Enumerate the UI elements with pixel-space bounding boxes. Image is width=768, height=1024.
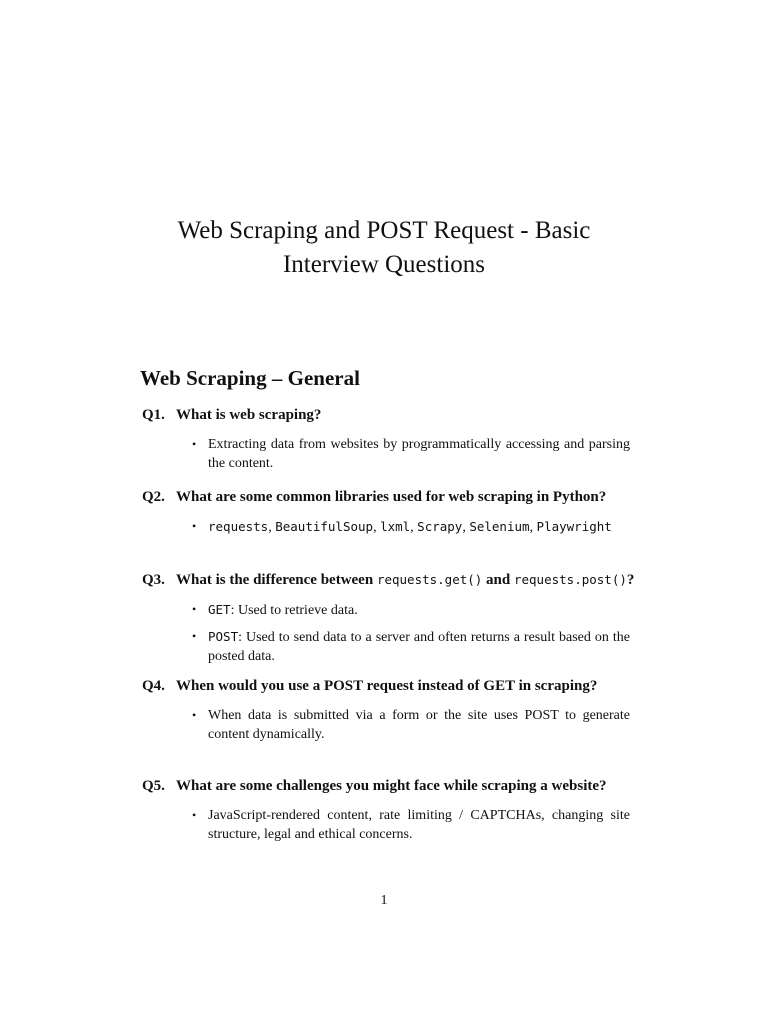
question-q2 bbox=[140, 488, 630, 507]
answer-list bbox=[140, 706, 630, 744]
answer-list bbox=[140, 600, 630, 666]
bullet-icon: • bbox=[192, 437, 197, 451]
list-separator: , bbox=[410, 520, 418, 535]
answer-item bbox=[192, 435, 630, 473]
code-get: GET bbox=[208, 602, 231, 617]
question-q5 bbox=[140, 777, 630, 796]
answer-list bbox=[140, 806, 630, 844]
question-text: What are some challenges you might face while scraping a website? bbox=[176, 778, 607, 794]
question-number: Q3. bbox=[142, 572, 165, 588]
code-post: POST bbox=[208, 629, 239, 644]
question-text-part: What is the difference between bbox=[176, 572, 377, 588]
bullet-icon: • bbox=[192, 602, 197, 616]
question-number: Q1. bbox=[142, 407, 165, 423]
list-separator: , bbox=[373, 520, 381, 535]
answer-text: : Used to send data to a server and often returns a result based on the posted data. bbox=[208, 630, 630, 664]
bullet-icon: • bbox=[192, 708, 197, 722]
bullet-icon: • bbox=[192, 519, 197, 533]
list-separator: , bbox=[268, 520, 276, 535]
question-block-q1 bbox=[140, 406, 630, 480]
answer-item bbox=[192, 517, 630, 537]
question-q1 bbox=[140, 406, 630, 425]
bullet-icon: • bbox=[192, 629, 197, 643]
library-playwright: Playwright bbox=[536, 519, 612, 534]
answer-text: Extracting data from websites by programmatically accessing and parsing the content. bbox=[208, 437, 630, 471]
answer-item bbox=[192, 806, 630, 844]
code-requests-post: requests.post() bbox=[513, 572, 627, 587]
list-separator: , bbox=[529, 520, 537, 535]
answer-item bbox=[192, 627, 630, 666]
question-number: Q5. bbox=[142, 778, 165, 794]
question-block-q5 bbox=[140, 777, 630, 851]
answer-text: JavaScript-rendered content, rate limiting / CAPTCHAs, changing site structure, legal and ethical concerns. bbox=[208, 808, 630, 842]
page-number: 1 bbox=[380, 893, 388, 908]
question-text-part: ? bbox=[626, 572, 635, 588]
question-number: Q2. bbox=[142, 489, 165, 505]
library-requests: requests bbox=[208, 519, 269, 534]
question-text: What is web scraping? bbox=[176, 407, 322, 423]
document-title bbox=[0, 214, 768, 282]
title-line-1: Web Scraping and POST Request - Basic bbox=[177, 217, 591, 244]
library-lxml: lxml bbox=[380, 519, 411, 534]
answer-item bbox=[192, 706, 630, 744]
code-requests-get: requests.get() bbox=[376, 572, 483, 587]
question-number: Q4. bbox=[142, 678, 165, 694]
list-separator: , bbox=[462, 520, 470, 535]
library-selenium: Selenium bbox=[469, 519, 530, 534]
answer-list bbox=[140, 435, 630, 473]
section-heading: Web Scraping – General bbox=[140, 366, 360, 390]
title-line-2: Interview Questions bbox=[282, 251, 486, 278]
question-text-part: and bbox=[482, 572, 514, 588]
library-beautifulsoup: BeautifulSoup bbox=[275, 519, 374, 534]
answer-text: : Used to retrieve data. bbox=[230, 603, 358, 618]
answer-text: When data is submitted via a form or the site uses POST to generate content dynamically. bbox=[208, 708, 630, 742]
question-q4 bbox=[140, 677, 630, 696]
bullet-icon: • bbox=[192, 808, 197, 822]
question-text: What are some common libraries used for web scraping in Python? bbox=[176, 489, 607, 505]
answer-list bbox=[140, 517, 630, 537]
question-q3 bbox=[140, 570, 670, 590]
question-text: When would you use a POST request instead of GET in scraping? bbox=[176, 678, 598, 694]
library-scrapy: Scrapy bbox=[417, 519, 463, 534]
question-block-q3 bbox=[140, 570, 670, 673]
question-block-q4 bbox=[140, 677, 630, 751]
question-block-q2 bbox=[140, 488, 630, 544]
answer-item bbox=[192, 600, 630, 620]
